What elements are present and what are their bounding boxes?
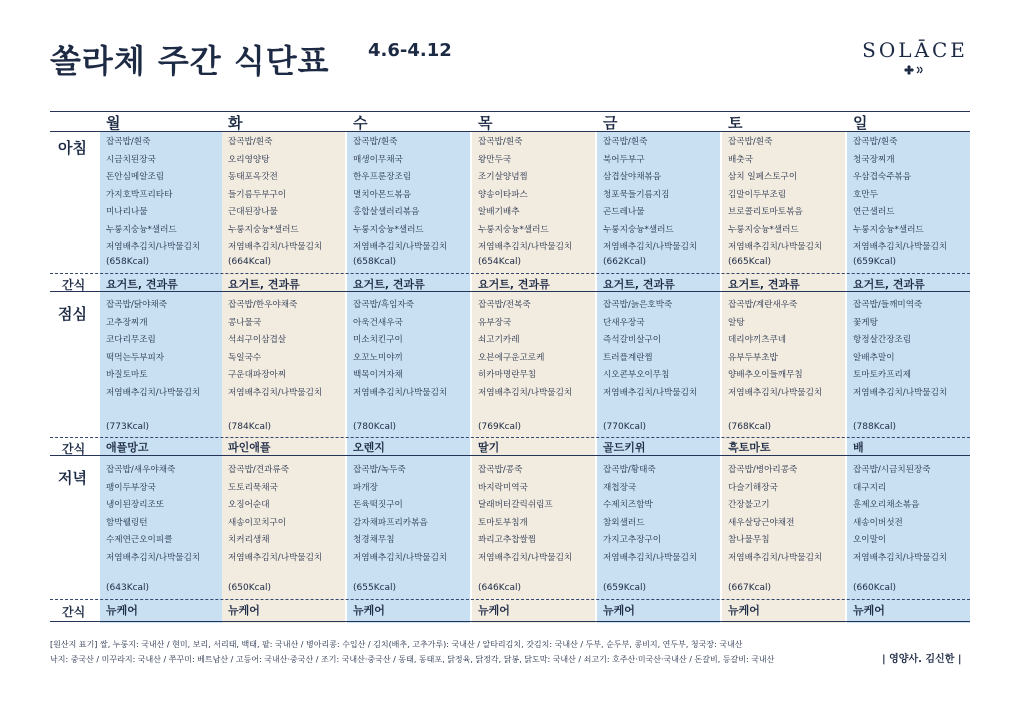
snack-item: 요거트, 견과류 xyxy=(228,278,300,291)
calorie-total: (646Kcal) xyxy=(478,583,522,593)
menu-item: 김말이두부조림 xyxy=(728,189,787,200)
menu-item: 저염배추김치/나박물김치 xyxy=(228,387,323,398)
snack-item: 골드키위 xyxy=(603,441,646,454)
menu-item: 누룽지숭늉*샐러드 xyxy=(353,224,424,235)
calorie-total: (667Kcal) xyxy=(728,583,772,593)
menu-item: 수제치즈함박 xyxy=(603,500,653,510)
menu-item: 누룽지숭늉*샐러드 xyxy=(853,224,924,235)
week-dates: 4.6-4.12 xyxy=(368,40,452,61)
menu-item: 유부장국 xyxy=(478,317,512,328)
page-title: 쏠라체 주간 식단표 xyxy=(50,42,330,80)
menu-item: 저염배추김치/나박물김치 xyxy=(106,552,201,563)
day-header: 월 xyxy=(106,114,121,132)
menu-item: 호만두 xyxy=(853,189,878,200)
snack-item: 요거트, 견과류 xyxy=(478,278,550,291)
menu-item: 석쇠구이삼겹살 xyxy=(228,335,287,345)
menu-item: 북어두부구 xyxy=(603,154,645,165)
menu-item: 누룽지숭늉*샐러드 xyxy=(228,224,299,235)
menu-item: 저염배추김치/나박물김치 xyxy=(228,242,323,252)
menu-item: 매생이무채국 xyxy=(353,154,403,165)
menu-item: 동태포옥갓전 xyxy=(228,172,278,182)
calorie-total: (662Kcal) xyxy=(603,257,647,267)
dietitian-signature: | 영양사. 김신한 | xyxy=(882,654,962,665)
menu-item: 잡곡밥/흰죽 xyxy=(603,137,648,147)
menu-item: 저염배추김치/나박물김치 xyxy=(603,387,698,398)
menu-item: 왕만두국 xyxy=(478,154,512,165)
menu-item: 토마토카프리제 xyxy=(853,370,912,380)
snack-item: 뉴케어 xyxy=(106,604,138,617)
snack-label: 간식 xyxy=(62,605,86,619)
menu-item: 저염배추김치/나박물김치 xyxy=(478,552,573,563)
menu-item: 저염배추김치/나박물김치 xyxy=(106,387,201,398)
menu-item: 청국장찌개 xyxy=(853,154,895,165)
calorie-total: (658Kcal) xyxy=(106,257,150,267)
menu-item: 치커리생채 xyxy=(228,535,270,545)
menu-item: 즉석갈비살구이 xyxy=(603,335,662,345)
menu-item: 알탕 xyxy=(728,317,745,328)
menu-item: 잡곡밥/흰죽 xyxy=(353,137,398,147)
snack-item: 요거트, 견과류 xyxy=(353,278,425,291)
meal-label-dinner: 저녁 xyxy=(58,469,87,487)
snack-item: 요거트, 견과류 xyxy=(603,278,675,291)
menu-item: 들기름두부구이 xyxy=(228,189,287,200)
calorie-total: (650Kcal) xyxy=(228,583,272,593)
lunch-bottom-rule xyxy=(50,455,970,456)
menu-item: 저염배추김치/나박물김치 xyxy=(228,552,323,563)
snack-item: 배 xyxy=(853,441,864,454)
menu-item: 한우프룬장조림 xyxy=(353,172,412,182)
menu-item: 아욱건새우국 xyxy=(353,317,403,328)
menu-item: 꽈리고추찹쌀찜 xyxy=(478,535,537,545)
menu-item: 잡곡밥/시금치된장죽 xyxy=(853,465,931,475)
snack-item: 뉴케어 xyxy=(853,604,885,617)
calorie-total: (658Kcal) xyxy=(353,257,397,267)
snack-item: 요거트, 견과류 xyxy=(728,278,800,291)
snack-item: 뉴케어 xyxy=(603,604,635,617)
menu-item: 새우살당근야채전 xyxy=(728,517,795,528)
menu-item: 저염배추김치/나박물김치 xyxy=(853,387,948,398)
menu-item: 콩나물국 xyxy=(228,317,262,328)
day-header: 금 xyxy=(603,114,618,132)
menu-item: 잡곡밥/흰죽 xyxy=(106,137,151,147)
menu-item: 잡곡밥/병아리콩죽 xyxy=(728,465,798,475)
day-header: 화 xyxy=(228,114,243,132)
calorie-total: (659Kcal) xyxy=(603,583,647,593)
menu-item: 저염배추김치/나박물김치 xyxy=(478,387,573,398)
menu-item: 가지호박프리타타 xyxy=(106,189,173,200)
menu-item: 저염배추김치/나박물김치 xyxy=(603,242,698,252)
menu-item: 코다리무조림 xyxy=(106,335,156,345)
menu-item: 삼겹살야채볶음 xyxy=(603,172,662,182)
menu-item: 누룽지숭늉*샐러드 xyxy=(478,224,549,235)
menu-item: 홍합살샐러리볶음 xyxy=(353,207,420,217)
menu-item: 미나리나물 xyxy=(106,207,148,217)
menu-item: 배춧국 xyxy=(728,154,753,165)
day-header: 토 xyxy=(728,114,743,132)
calorie-total: (664Kcal) xyxy=(228,257,272,267)
menu-item: 달래버터갈릭쉬림프 xyxy=(478,500,553,510)
menu-item: 단새우장국 xyxy=(603,317,645,328)
day-header: 일 xyxy=(853,114,868,132)
snack-item: 뉴케어 xyxy=(228,604,260,617)
flower-icon xyxy=(850,64,980,76)
logo-text: SOLĀCE xyxy=(862,38,968,62)
menu-item: 미소치킨구이 xyxy=(353,335,403,345)
menu-item: 저염배추김치/나박물김치 xyxy=(603,552,698,563)
menu-item: 히카마명란무침 xyxy=(478,370,537,380)
menu-item: 쇠고기카레 xyxy=(478,335,520,345)
menu-item: 오꼬노미야끼 xyxy=(353,352,403,363)
menu-item: 간장불고기 xyxy=(728,500,770,510)
menu-item: 오이말이 xyxy=(853,535,887,545)
menu-item: 근대된장나물 xyxy=(228,207,278,217)
dinner-snack-divider xyxy=(50,599,970,600)
menu-item: 곤드레나물 xyxy=(603,207,645,217)
menu-item: 저염배추김치/나박물김치 xyxy=(353,552,448,563)
menu-item: 참나물무침 xyxy=(728,535,770,545)
snack-item: 애플망고 xyxy=(106,441,149,454)
menu-item: 누룽지숭늉*샐러드 xyxy=(106,224,177,235)
menu-item: 청경채무침 xyxy=(353,535,395,545)
menu-item: 재첩장국 xyxy=(603,482,637,493)
snack-item: 파인애플 xyxy=(228,441,271,454)
menu-item: 연근샐러드 xyxy=(853,207,895,217)
menu-item: 시오콘부오이무침 xyxy=(603,370,670,380)
calorie-total: (660Kcal) xyxy=(853,583,897,593)
menu-item: 저염배추김치/나박물김치 xyxy=(728,242,823,252)
menu-item: 잡곡밥/흑임자죽 xyxy=(353,300,415,310)
menu-item: 다슬기해장국 xyxy=(728,482,778,493)
header-rule xyxy=(50,131,970,132)
menu-table xyxy=(50,111,970,623)
menu-item: 브로콜리토마토볶음 xyxy=(728,207,803,217)
menu-item: 항정살간장조림 xyxy=(853,335,912,345)
menu-item: 누룽지숭늉*샐러드 xyxy=(728,224,799,235)
menu-item: 시금치된장국 xyxy=(106,154,156,165)
menu-item: 유부두부초밥 xyxy=(728,352,778,363)
menu-item: 잡곡밥/새우야채죽 xyxy=(106,465,176,475)
snack-item: 요거트, 견과류 xyxy=(853,278,925,291)
menu-item: 꽃게탕 xyxy=(853,317,878,328)
menu-item: 알배추말이 xyxy=(853,352,895,363)
menu-item: 저염배추김치/나박물김치 xyxy=(853,552,948,563)
menu-item: 오리영양탕 xyxy=(228,154,270,165)
menu-item: 오븐에구운고로케 xyxy=(478,352,545,363)
menu-item: 가지고추장구이 xyxy=(603,535,662,545)
snack-item: 딸기 xyxy=(478,441,500,454)
calorie-total: (780Kcal) xyxy=(353,422,397,432)
menu-item: 함박웰링턴 xyxy=(106,517,148,528)
menu-item: 감자채파프리카볶음 xyxy=(353,517,428,528)
menu-item: 새송이꼬치구이 xyxy=(228,517,287,528)
menu-item: 잡곡밥/닭야채죽 xyxy=(106,300,168,310)
menu-item: 바지락미역국 xyxy=(478,482,528,493)
menu-item: 멸치아몬드볶음 xyxy=(353,189,412,200)
calorie-total: (659Kcal) xyxy=(853,257,897,267)
menu-item: 트러플계란찜 xyxy=(603,352,653,363)
menu-item: 팽이두부장국 xyxy=(106,482,156,493)
menu-item: 청포묵들기름지짐 xyxy=(603,189,670,200)
calorie-total: (665Kcal) xyxy=(728,257,772,267)
day-header: 수 xyxy=(353,114,368,132)
menu-item: 잡곡밥/흰죽 xyxy=(478,137,523,147)
menu-item: 독일국수 xyxy=(228,352,262,363)
menu-item: 돈안심메알조림 xyxy=(106,172,165,182)
menu-item: 잡곡밥/늙은호박죽 xyxy=(603,300,673,310)
calorie-total: (769Kcal) xyxy=(478,422,522,432)
day-header: 목 xyxy=(478,114,493,132)
menu-item: 훈제오리채소볶음 xyxy=(853,500,920,510)
menu-item: 잡곡밥/흰죽 xyxy=(853,137,898,147)
snack-item: 뉴케어 xyxy=(728,604,760,617)
snack-item: 뉴케어 xyxy=(478,604,510,617)
menu-item: 잡곡밥/계란새우죽 xyxy=(728,300,798,310)
snack-item: 요거트, 견과류 xyxy=(106,278,178,291)
menu-item: 고추장찌개 xyxy=(106,317,148,328)
origin-line-1: [원산지 표기] 쌀, 누룽지: 국내산 / 현미, 보리, 서리태, 백태, 팥: 국내산 / 병아리콩: 수입산 / 김치(배추, 고추가루): 국내산 / 알타리김치, 갓김치: 국내산 / 두부, 순두부, 콩비지, 연두부, 청국장: 국내산 xyxy=(50,640,743,649)
snack-label: 간식 xyxy=(62,278,86,292)
menu-item: 백목이겨자채 xyxy=(353,370,403,380)
breakfast-snack-divider xyxy=(50,273,970,274)
menu-item: 알배기배추 xyxy=(478,207,520,217)
snack-label: 간식 xyxy=(62,442,86,456)
menu-item: 바질토마토 xyxy=(106,370,148,380)
menu-item: 저염배추김치/나박물김치 xyxy=(728,552,823,563)
menu-item: 우삼겹숙주볶음 xyxy=(853,172,912,182)
calorie-total: (768Kcal) xyxy=(728,422,772,432)
menu-item: 잡곡밥/녹두죽 xyxy=(353,465,406,475)
calorie-total: (643Kcal) xyxy=(106,583,150,593)
calorie-total: (654Kcal) xyxy=(478,257,522,267)
menu-item: 조기살양념찜 xyxy=(478,172,528,182)
menu-item: 저염배추김치/나박물김치 xyxy=(353,387,448,398)
menu-item: 삼치 일페스토구이 xyxy=(728,172,798,182)
menu-item: 잡곡밥/황태죽 xyxy=(603,465,656,475)
menu-item: 냉이된장리조또 xyxy=(106,500,165,510)
calorie-total: (784Kcal) xyxy=(228,422,272,432)
menu-item: 저염배추김치/나박물김치 xyxy=(106,242,201,252)
menu-item: 잡곡밥/한우야채죽 xyxy=(228,300,298,310)
menu-item: 참외샐러드 xyxy=(603,517,645,528)
calorie-total: (773Kcal) xyxy=(106,422,150,432)
menu-item: 저염배추김치/나박물김치 xyxy=(353,242,448,252)
origin-line-2: 낙지: 중국산 / 미꾸라지: 국내산 / 쭈꾸미: 베트남산 / 고등어: 국내산·중국산 / 조기: 국내산·중국산 / 동태, 동태포, 닭정육, 닭정각, 닭봉, 닭도막: 국내산 / 쇠고기: 호주산·미국산·국내산 / 돈갈비, 등갈비: 국내산 xyxy=(50,655,775,664)
snack-item: 뉴케어 xyxy=(353,604,385,617)
calorie-total: (770Kcal) xyxy=(603,422,647,432)
menu-item: 돈육떡짓구이 xyxy=(353,500,403,510)
menu-item: 구운대파장아찌 xyxy=(228,370,287,380)
calorie-total: (655Kcal) xyxy=(353,583,397,593)
meal-label-lunch: 점심 xyxy=(58,305,87,323)
menu-item: 수제연근오이피클 xyxy=(106,535,173,545)
menu-item: 대구지리 xyxy=(853,482,887,493)
solace-logo xyxy=(850,38,980,76)
menu-item: 잡곡밥/흰죽 xyxy=(728,137,773,147)
menu-item: 양배추오이들깨무침 xyxy=(728,370,803,380)
menu-item: 저염배추김치/나박물김치 xyxy=(853,242,948,252)
menu-item: 오징어순대 xyxy=(228,500,270,510)
menu-item: 저염배추김치/나박물김치 xyxy=(728,387,823,398)
menu-item: 누룽지숭늉*샐러드 xyxy=(603,224,674,235)
menu-item: 데리야끼츠쿠네 xyxy=(728,335,787,345)
meal-label-breakfast: 아침 xyxy=(58,139,87,157)
menu-item: 잡곡밥/흰죽 xyxy=(228,137,273,147)
top-border xyxy=(50,111,970,112)
lunch-snack-divider xyxy=(50,437,970,438)
menu-item: 잡곡밥/콩죽 xyxy=(478,465,523,475)
calorie-total: (788Kcal) xyxy=(853,422,897,432)
bottom-border xyxy=(50,621,970,622)
menu-item: 잡곡밥/들깨미역죽 xyxy=(853,300,923,310)
menu-item: 도토리묵채국 xyxy=(228,482,278,493)
menu-item: 저염배추김치/나박물김치 xyxy=(478,242,573,252)
menu-item: 토마토부침개 xyxy=(478,517,528,528)
menu-item: 잡곡밥/전복죽 xyxy=(478,300,531,310)
menu-item: 양송이타파스 xyxy=(478,189,528,200)
menu-item: 잡곡밥/견과류죽 xyxy=(228,465,290,475)
menu-item: 새송이버섯전 xyxy=(853,517,903,528)
snack-item: 오렌지 xyxy=(353,441,385,454)
menu-item: 파개장 xyxy=(353,482,378,493)
snack-item: 흑토마토 xyxy=(728,441,771,454)
menu-item: 떡먹는두부피자 xyxy=(106,352,165,363)
